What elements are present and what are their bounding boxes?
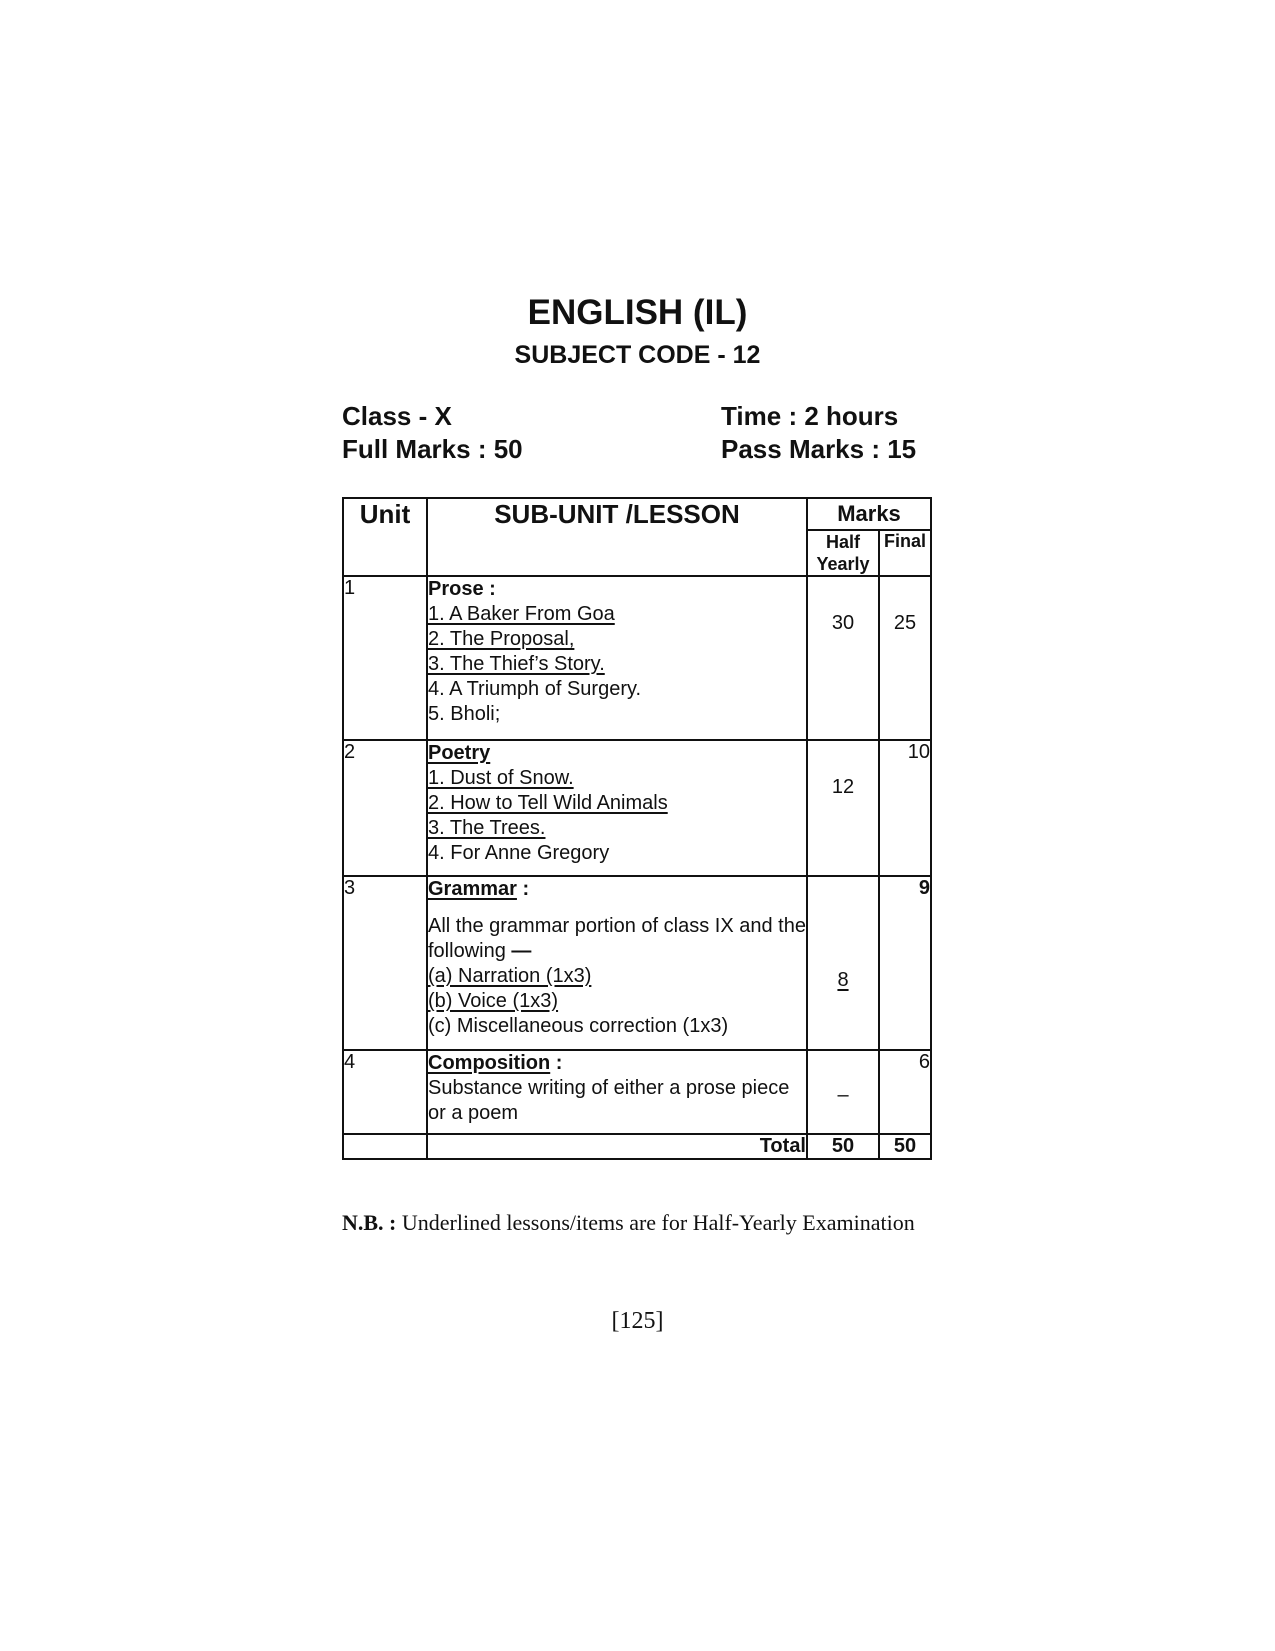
unit-number: 4 <box>343 1050 427 1134</box>
footnote <box>342 1210 915 1236</box>
header-half-line2: Yearly <box>816 554 870 574</box>
lesson-item: 4. A Triumph of Surgery. <box>428 678 642 700</box>
lesson-item: 1. A Baker From Goa <box>428 603 615 625</box>
unit-number: 3 <box>343 876 427 1050</box>
section-heading: Grammar <box>428 878 517 900</box>
table-header-row <box>343 498 931 530</box>
unit-number: 2 <box>343 740 427 876</box>
time-label: Time : 2 hours <box>721 401 899 431</box>
section-heading: Poetry <box>428 742 491 764</box>
class-label: Class - X <box>342 401 452 431</box>
lesson-item: 5. Bholi; <box>428 703 501 725</box>
header-unit: Unit <box>343 498 427 576</box>
document-title: ENGLISH (IL) <box>527 293 748 332</box>
header-marks: Marks <box>807 498 931 530</box>
table-row <box>343 576 931 740</box>
half-yearly-marks: 8 <box>837 969 849 991</box>
lesson-item: 3. The Trees. <box>428 817 546 839</box>
grammar-dash: — <box>511 940 532 962</box>
final-marks: 9 <box>879 876 931 1050</box>
lesson-item: (c) Miscellaneous correction (1x3) <box>428 1015 729 1037</box>
lesson-cell <box>427 576 807 740</box>
section-heading-suffix: : <box>550 1052 563 1074</box>
table-row <box>343 876 931 1050</box>
half-yearly-marks: – <box>807 1050 879 1134</box>
header-half-yearly <box>807 530 879 576</box>
table-row <box>343 740 931 876</box>
final-marks: 25 <box>879 576 931 740</box>
total-half-yearly: 50 <box>807 1134 879 1159</box>
lesson-item: 3. The Thief’s Story. <box>428 653 605 675</box>
composition-text: Substance writing of either a prose piece or a poem <box>428 1077 790 1124</box>
half-yearly-marks: 30 <box>807 576 879 740</box>
lesson-item: (b) Voice (1x3) <box>428 990 559 1012</box>
half-yearly-marks: 12 <box>807 740 879 876</box>
full-marks-label: Full Marks : 50 <box>342 434 523 464</box>
header-sub-unit: SUB-UNIT /LESSON <box>427 498 807 576</box>
final-marks: 10 <box>879 740 931 876</box>
lesson-item: 4. For Anne Gregory <box>428 842 610 864</box>
total-final: 50 <box>879 1134 931 1159</box>
lesson-cell <box>427 740 807 876</box>
table-row <box>343 1050 931 1134</box>
page-number: [125] <box>611 1308 664 1334</box>
lesson-cell <box>427 1050 807 1134</box>
section-heading-suffix: : <box>516 878 530 900</box>
total-empty-cell <box>343 1134 427 1159</box>
syllabus-table <box>342 497 932 1160</box>
lesson-item: (a) Narration (1x3) <box>428 965 592 987</box>
section-heading: Composition <box>428 1052 551 1074</box>
lesson-item: 1. Dust of Snow. <box>428 767 574 789</box>
total-row <box>343 1134 931 1159</box>
total-label: Total <box>427 1134 807 1159</box>
footnote-label: N.B. : <box>342 1210 397 1235</box>
final-marks: 6 <box>879 1050 931 1134</box>
lesson-item: 2. How to Tell Wild Animals <box>428 792 668 814</box>
pass-marks-label: Pass Marks : 15 <box>721 434 917 464</box>
grammar-intro: All the grammar portion of class IX and the following <box>428 915 806 962</box>
lesson-item: 2. The Proposal, <box>428 628 575 650</box>
footnote-text: Underlined lessons/items are for Half-Yearly Examination <box>396 1210 915 1235</box>
unit-number: 1 <box>343 576 427 740</box>
subject-code: SUBJECT CODE - 12 <box>514 341 761 369</box>
section-heading: Prose : <box>428 578 496 600</box>
header-half-line1: Half <box>825 532 860 552</box>
lesson-cell <box>427 876 807 1050</box>
header-final: Final <box>879 530 931 576</box>
